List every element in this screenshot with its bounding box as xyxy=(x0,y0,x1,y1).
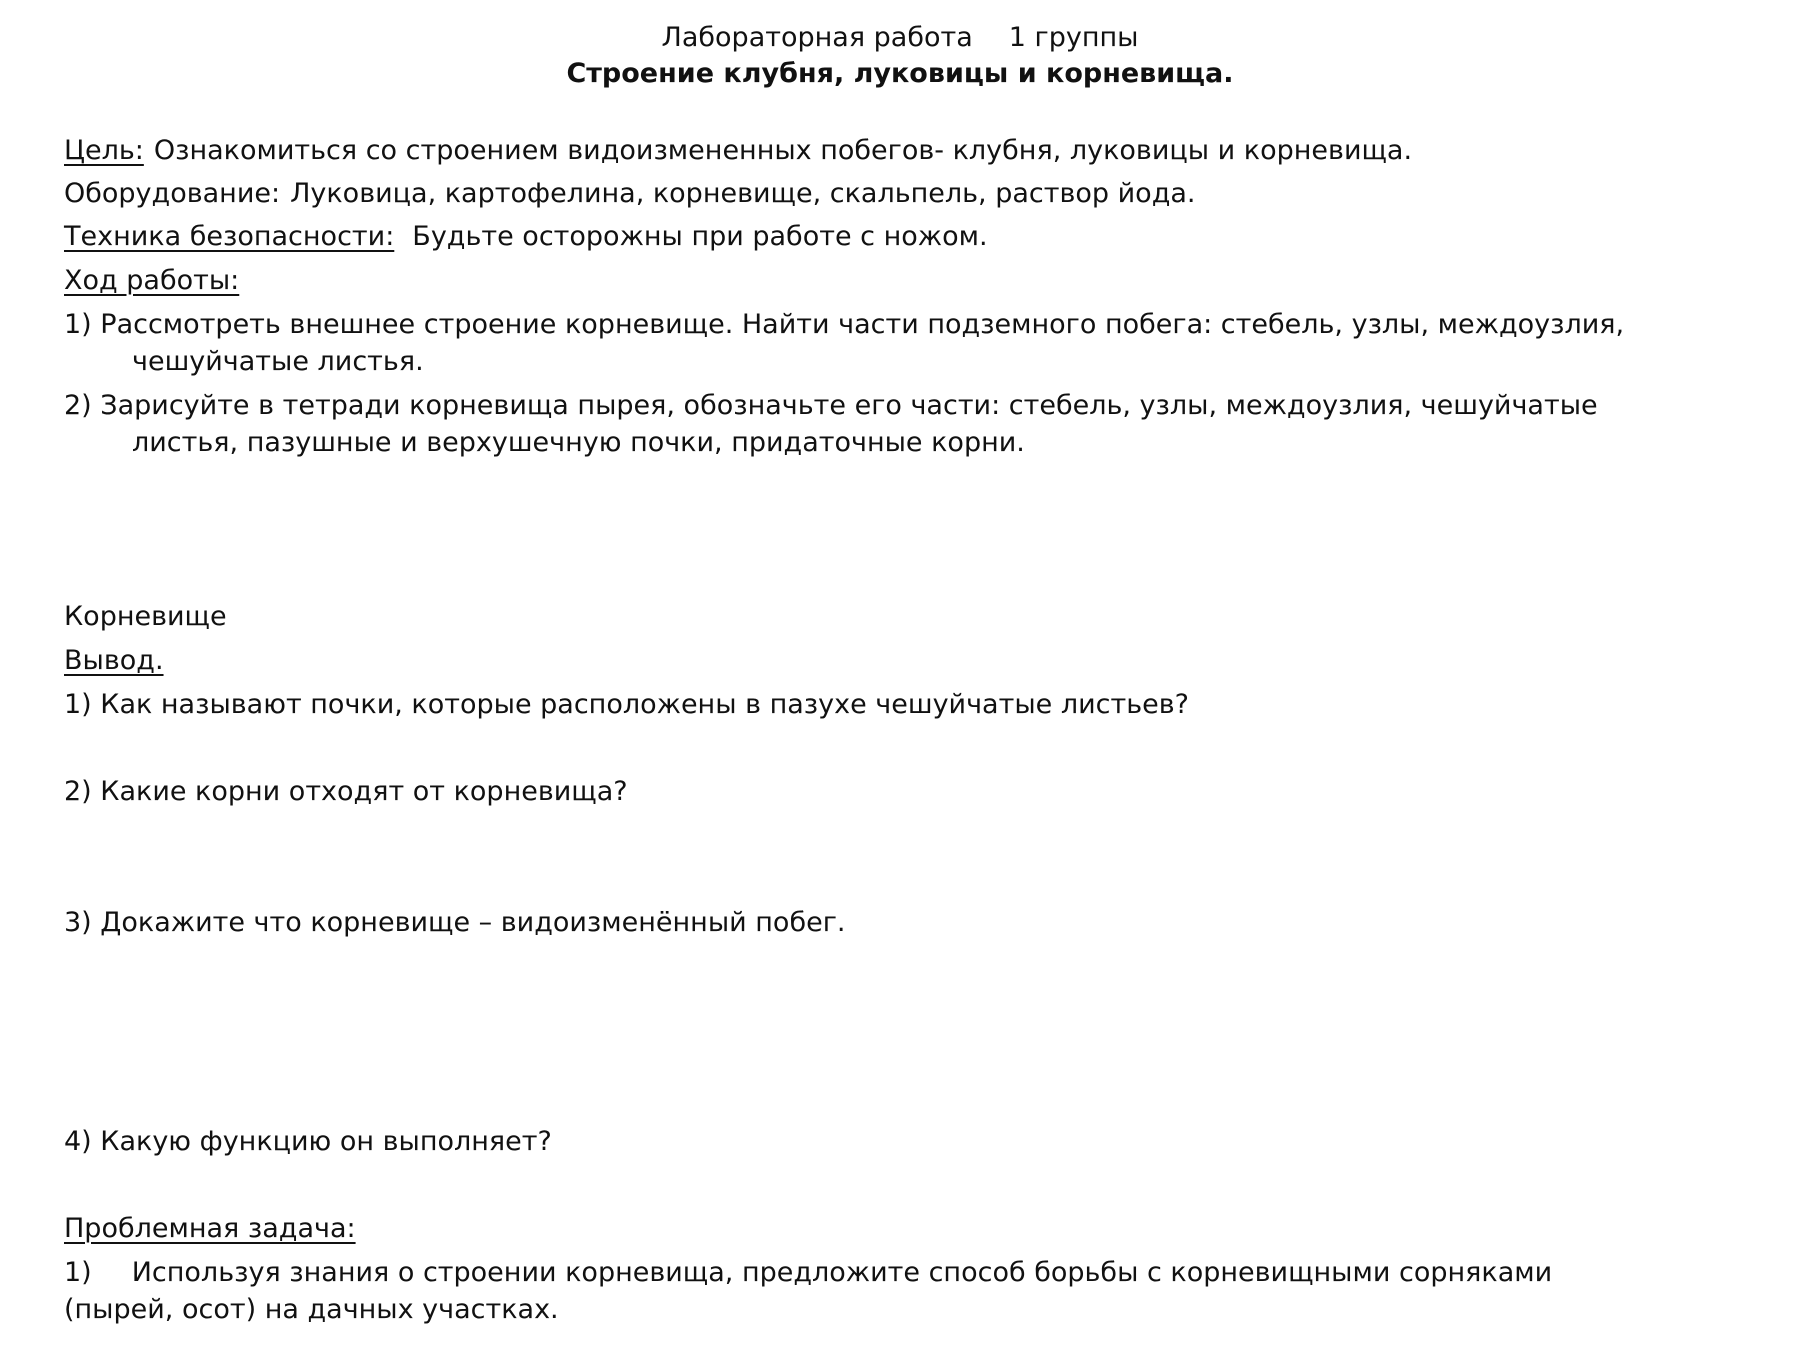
lab-label: Лабораторная работа xyxy=(661,22,973,53)
conclusion-question: 3) Докажите что корневище – видоизменённый побег. xyxy=(64,907,846,938)
procedure-heading-text: Ход работы: xyxy=(64,265,240,296)
conclusion-heading xyxy=(64,642,1754,679)
problem-heading-text: Проблемная задача: xyxy=(64,1213,356,1244)
problem-task-line xyxy=(64,1254,1754,1291)
problem-task-line: (пырей, осот) на дачных участках. xyxy=(64,1294,559,1325)
conclusion-question: 2) Какие корни отходят от корневища? xyxy=(64,776,628,807)
goal-label: Цель: xyxy=(64,135,144,166)
conclusion-question: 4) Какую функцию он выполняет? xyxy=(64,1126,552,1157)
problem-task xyxy=(64,1254,1754,1328)
equipment-line xyxy=(64,175,1754,212)
procedure-step xyxy=(64,306,1754,380)
safety-label: Техника безопасности: xyxy=(64,221,395,252)
goal-text: Ознакомиться со строением видоизмененных побегов- клубня, луковицы и корневища. xyxy=(153,135,1413,166)
group-label: 1 группы xyxy=(1008,22,1139,53)
problem-heading xyxy=(64,1210,1754,1247)
lab-header xyxy=(0,19,1800,56)
safety-text: Будьте осторожны при работе с ножом. xyxy=(412,221,988,252)
equipment-text: Луковица, картофелина, корневище, скальпель, раствор йода. xyxy=(290,178,1196,209)
drawing-caption: Корневище xyxy=(64,601,227,632)
procedure-step-line: чешуйчатые листья. xyxy=(132,346,424,377)
problem-number: 1) xyxy=(64,1257,92,1288)
safety-line xyxy=(64,218,1754,255)
problem-text: Используя знания о строении корневища, предложите способ борьбы с корневищными сорняками xyxy=(131,1257,1553,1288)
equipment-label: Оборудование: xyxy=(64,178,281,209)
procedure-step-line: 1) Рассмотреть внешнее строение корневище. Найти части подземного побега: стебель, узлы, междоузлия, xyxy=(64,309,1625,340)
procedure-step-line: 2) Зарисуйте в тетради корневища пырея, обозначьте его части: стебель, узлы, междоузлия, чешуйчатые xyxy=(64,390,1598,421)
procedure-step xyxy=(64,387,1754,461)
conclusion-heading-text: Вывод. xyxy=(64,645,164,676)
page-title: Строение клубня, луковицы и корневища. xyxy=(566,58,1234,89)
procedure-step-line: листья, пазушные и верхушечную почки, придаточные корни. xyxy=(132,427,1025,458)
goal-line xyxy=(64,132,1754,169)
procedure-heading xyxy=(64,262,1754,299)
conclusion-question: 1) Как называют почки, которые расположены в пазухе чешуйчатые листьев? xyxy=(64,689,1189,720)
